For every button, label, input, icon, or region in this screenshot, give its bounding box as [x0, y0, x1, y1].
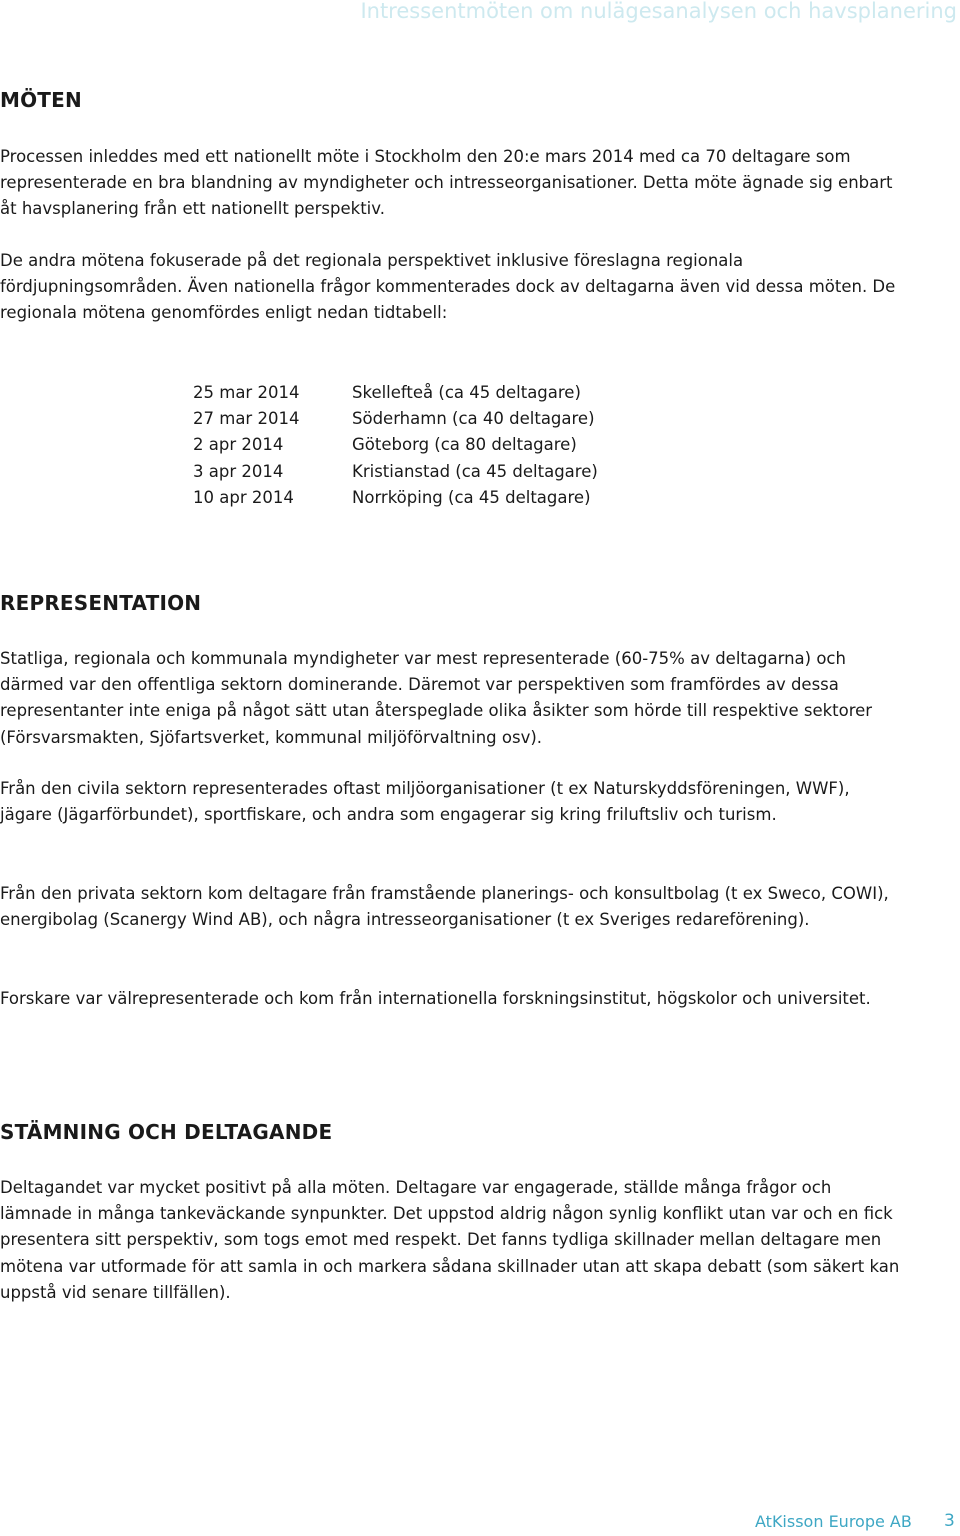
schedule-date: 10 apr 2014 — [193, 487, 294, 507]
paragraph-representation-public: Statliga, regionala och kommunala myndigheter var mest representerade (60-75% av deltagarna) och därmed var den offentliga sektorn dominerande. Däremot var perspektiven som framfördes av dessa representanter inte eniga på något sätt utan återspeglade olika åsikter som hörde till respektive sektorer (Försvarsmakten, Sjöfartsverket, kommunal miljöförvaltning osv). — [0, 649, 873, 747]
document-header-title: Intressentmöten om nulägesanalysen och havsplanering — [360, 0, 957, 23]
meeting-schedule-table — [193, 380, 598, 511]
section-heading-stamning: STÄMNING OCH DELTAGANDE — [0, 1120, 333, 1144]
section-heading-representation: REPRESENTATION — [0, 591, 202, 615]
paragraph-stamning: Deltagandet var mycket positivt på alla möten. Deltagare var engagerade, ställde många frågor och lämnade in många tankeväckande synpunkter. Det uppstod aldrig någon synlig konflikt utan var och en fick presentera sitt perspektiv, som togs emot med respekt. Det fanns tydliga skillnader mellan deltagare men mötena var utformade för att samla in och markera sådana skillnader utan att skapa debatt (som säkert kan uppstå vid senare tillfällen). — [0, 1178, 900, 1302]
schedule-row — [193, 406, 598, 432]
schedule-place: Söderhamn (ca 40 deltagare) — [352, 409, 595, 429]
schedule-place: Kristianstad (ca 45 deltagare) — [352, 461, 598, 481]
schedule-date: 2 apr 2014 — [193, 435, 284, 455]
paragraph-representation-civil: Från den civila sektorn representerades oftast miljöorganisationer (t ex Naturskyddsföreningen, WWF), jägare (Jägarförbundet), sportfiskare, och andra som engagerar sig kring friluftsliv och turism. — [0, 779, 850, 825]
schedule-place: Göteborg (ca 80 deltagare) — [352, 435, 577, 455]
schedule-row — [193, 432, 598, 458]
paragraph-moten-regional: De andra mötena fokuserade på det regionala perspektivet inklusive föreslagna regionala fördjupningsområden. Även nationella frågor kommenterades dock av deltagarna även vid dessa möten. De regionala mötena genomfördes enligt nedan tidtabell: — [0, 251, 896, 323]
schedule-row — [193, 380, 598, 406]
paragraph-representation-private: Från den privata sektorn kom deltagare från framstående planerings- och konsultbolag (t ex Sweco, COWI), energibolag (Scanergy Wind AB), och några intresseorganisationer (t ex Sveriges redareförening). — [0, 884, 889, 930]
schedule-place: Norrköping (ca 45 deltagare) — [352, 487, 591, 507]
paragraph-moten-intro: Processen inleddes med ett nationellt möte i Stockholm den 20:e mars 2014 med ca 70 deltagare som representerade en bra blandning av myndigheter och intresseorganisationer. Detta möte ägnade sig enbart åt havsplanering från ett nationellt perspektiv. — [0, 147, 893, 219]
section-heading-moten: MÖTEN — [0, 88, 82, 112]
footer-company: AtKisson Europe AB — [755, 1512, 912, 1531]
schedule-row — [193, 485, 598, 511]
footer-page-number: 3 — [944, 1511, 955, 1531]
schedule-date: 25 mar 2014 — [193, 383, 300, 402]
schedule-place: Skellefteå (ca 45 deltagare) — [352, 383, 581, 402]
schedule-row — [193, 459, 598, 485]
schedule-date: 27 mar 2014 — [193, 409, 300, 429]
paragraph-representation-research: Forskare var välrepresenterade och kom från internationella forskningsinstitut, högskolor och universitet. — [0, 989, 871, 1008]
schedule-date: 3 apr 2014 — [193, 461, 284, 481]
